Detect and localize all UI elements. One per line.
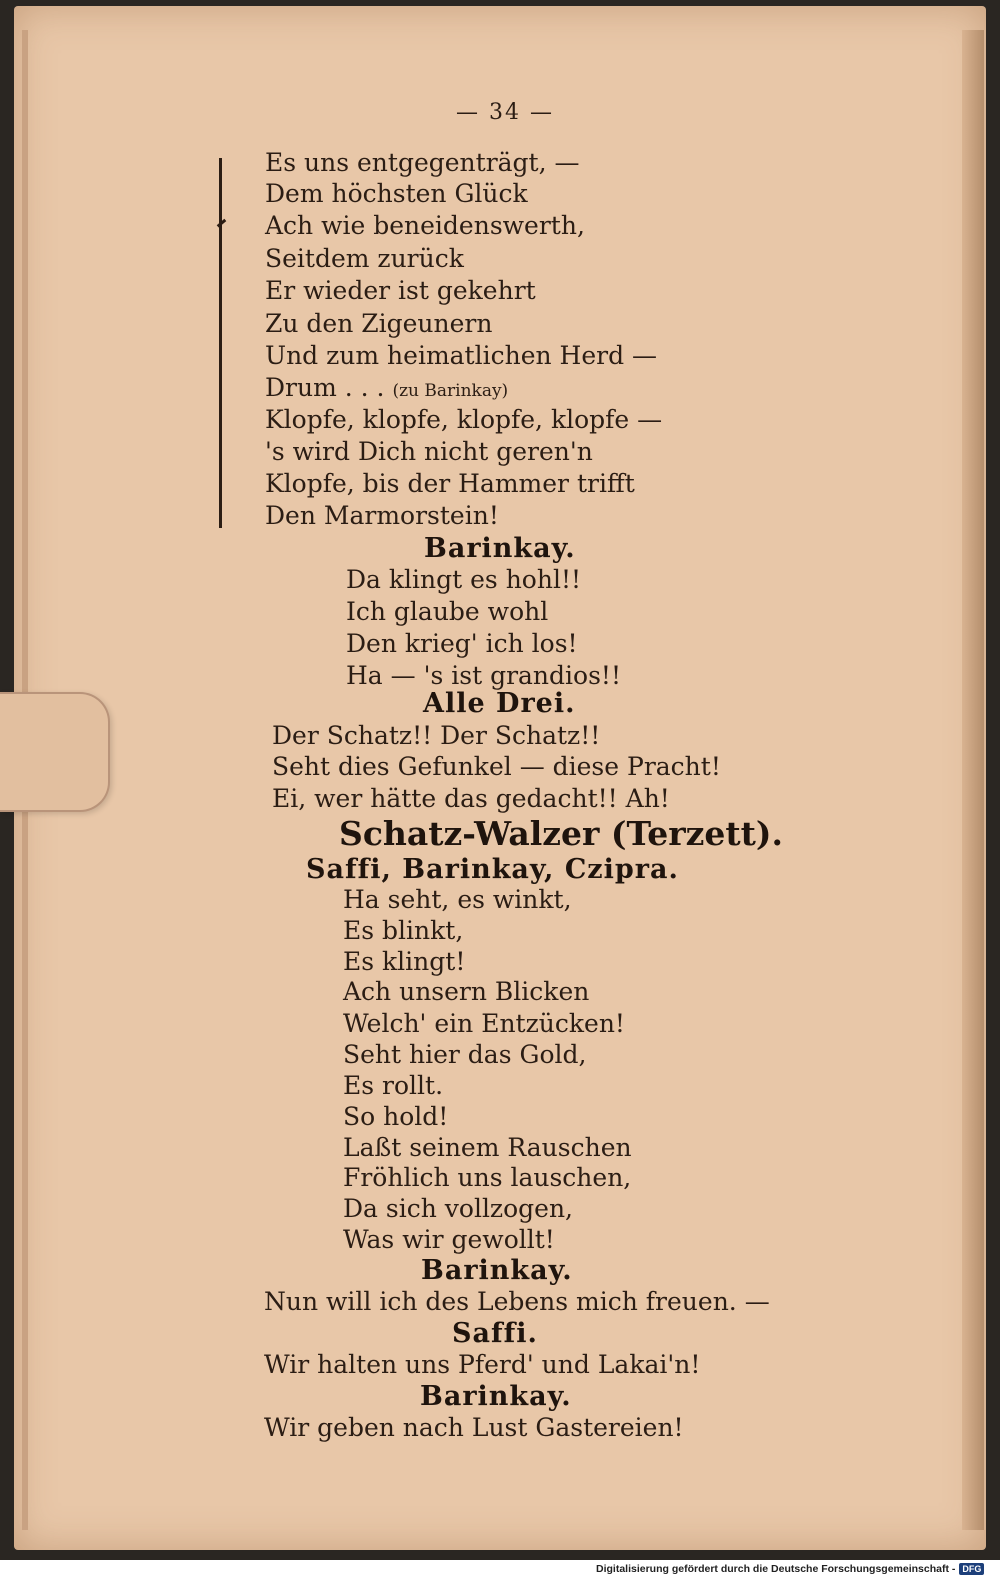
verse-line: Wir halten uns Pferd' und Lakai'n! bbox=[264, 1350, 701, 1379]
verse-line: Es klingt! bbox=[343, 947, 466, 976]
verse-line: Ach wie beneidenswerth, bbox=[265, 211, 585, 240]
dfg-logo: DFG bbox=[959, 1563, 984, 1575]
verse-line: Da sich vollzogen, bbox=[343, 1194, 574, 1223]
speaker-name: Barinkay. bbox=[421, 1255, 573, 1286]
page-right-edge bbox=[962, 30, 984, 1530]
verse-line: Der Schatz!! Der Schatz!! bbox=[272, 721, 601, 750]
digitization-credit bbox=[596, 1563, 996, 1575]
verse-line: Ha seht, es winkt, bbox=[343, 885, 572, 914]
page-number: — 34 — bbox=[456, 100, 554, 125]
verse-line: Es blinkt, bbox=[343, 916, 464, 945]
verse-line: Klopfe, klopfe, klopfe, klopfe — bbox=[265, 405, 663, 434]
credit-text: Digitalisierung gefördert durch die Deutsche Forschungsgemeinschaft - bbox=[596, 1563, 956, 1575]
verse-line: Welch' ein Entzücken! bbox=[343, 1009, 625, 1038]
verse-line: Klopfe, bis der Hammer trifft bbox=[265, 469, 635, 498]
stage-direction: (zu Barinkay) bbox=[392, 381, 509, 401]
verse-text: Drum . . . bbox=[265, 373, 385, 402]
page-tab-marker bbox=[0, 692, 110, 812]
section-heading: Schatz-Walzer (Terzett). bbox=[339, 814, 783, 853]
verse-line: Seht dies Gefunkel — diese Pracht! bbox=[272, 752, 721, 781]
verse-line: Seht hier das Gold, bbox=[343, 1040, 587, 1069]
verse-line: Er wieder ist gekehrt bbox=[265, 276, 536, 305]
verse-line: Seitdem zurück bbox=[265, 244, 464, 273]
verse-line: 's wird Dich nicht geren'n bbox=[265, 437, 593, 466]
verse-line: Nun will ich des Lebens mich freuen. — bbox=[264, 1287, 770, 1316]
verse-line bbox=[265, 372, 508, 407]
speaker-name: Barinkay. bbox=[420, 1381, 572, 1412]
verse-line: Ei, wer hätte das gedacht!! Ah! bbox=[272, 784, 670, 813]
verse-line: Und zum heimatlichen Herd — bbox=[265, 341, 658, 370]
verse-line: Laßt seinem Rauschen bbox=[343, 1133, 632, 1162]
verse-line: Den krieg' ich los! bbox=[346, 629, 578, 658]
verse-line: Den Marmorstein! bbox=[265, 501, 499, 530]
verse-line: Zu den Zigeunern bbox=[265, 309, 493, 338]
verse-line: Ach unsern Blicken bbox=[343, 977, 590, 1006]
verse-line: Was wir gewollt! bbox=[343, 1225, 555, 1254]
speaker-name: Alle Drei. bbox=[423, 688, 576, 719]
speaker-name: Saffi. bbox=[452, 1318, 538, 1349]
verse-line: Fröhlich uns lauschen, bbox=[343, 1163, 632, 1192]
verse-line: Ha — 's ist grandios!! bbox=[346, 661, 621, 690]
verse-line: Es rollt. bbox=[343, 1071, 444, 1100]
verse-line: So hold! bbox=[343, 1102, 449, 1131]
verse-line: Ich glaube wohl bbox=[346, 597, 549, 626]
verse-bracket bbox=[219, 158, 232, 528]
verse-line: Da klingt es hohl!! bbox=[346, 565, 582, 594]
verse-line: Dem höchsten Glück bbox=[265, 179, 528, 208]
speaker-name: Barinkay. bbox=[424, 533, 576, 564]
speaker-name: Saffi, Barinkay, Czipra. bbox=[306, 854, 679, 885]
verse-line: Es uns entgegenträgt, — bbox=[265, 148, 580, 177]
verse-line: Wir geben nach Lust Gastereien! bbox=[264, 1413, 684, 1442]
